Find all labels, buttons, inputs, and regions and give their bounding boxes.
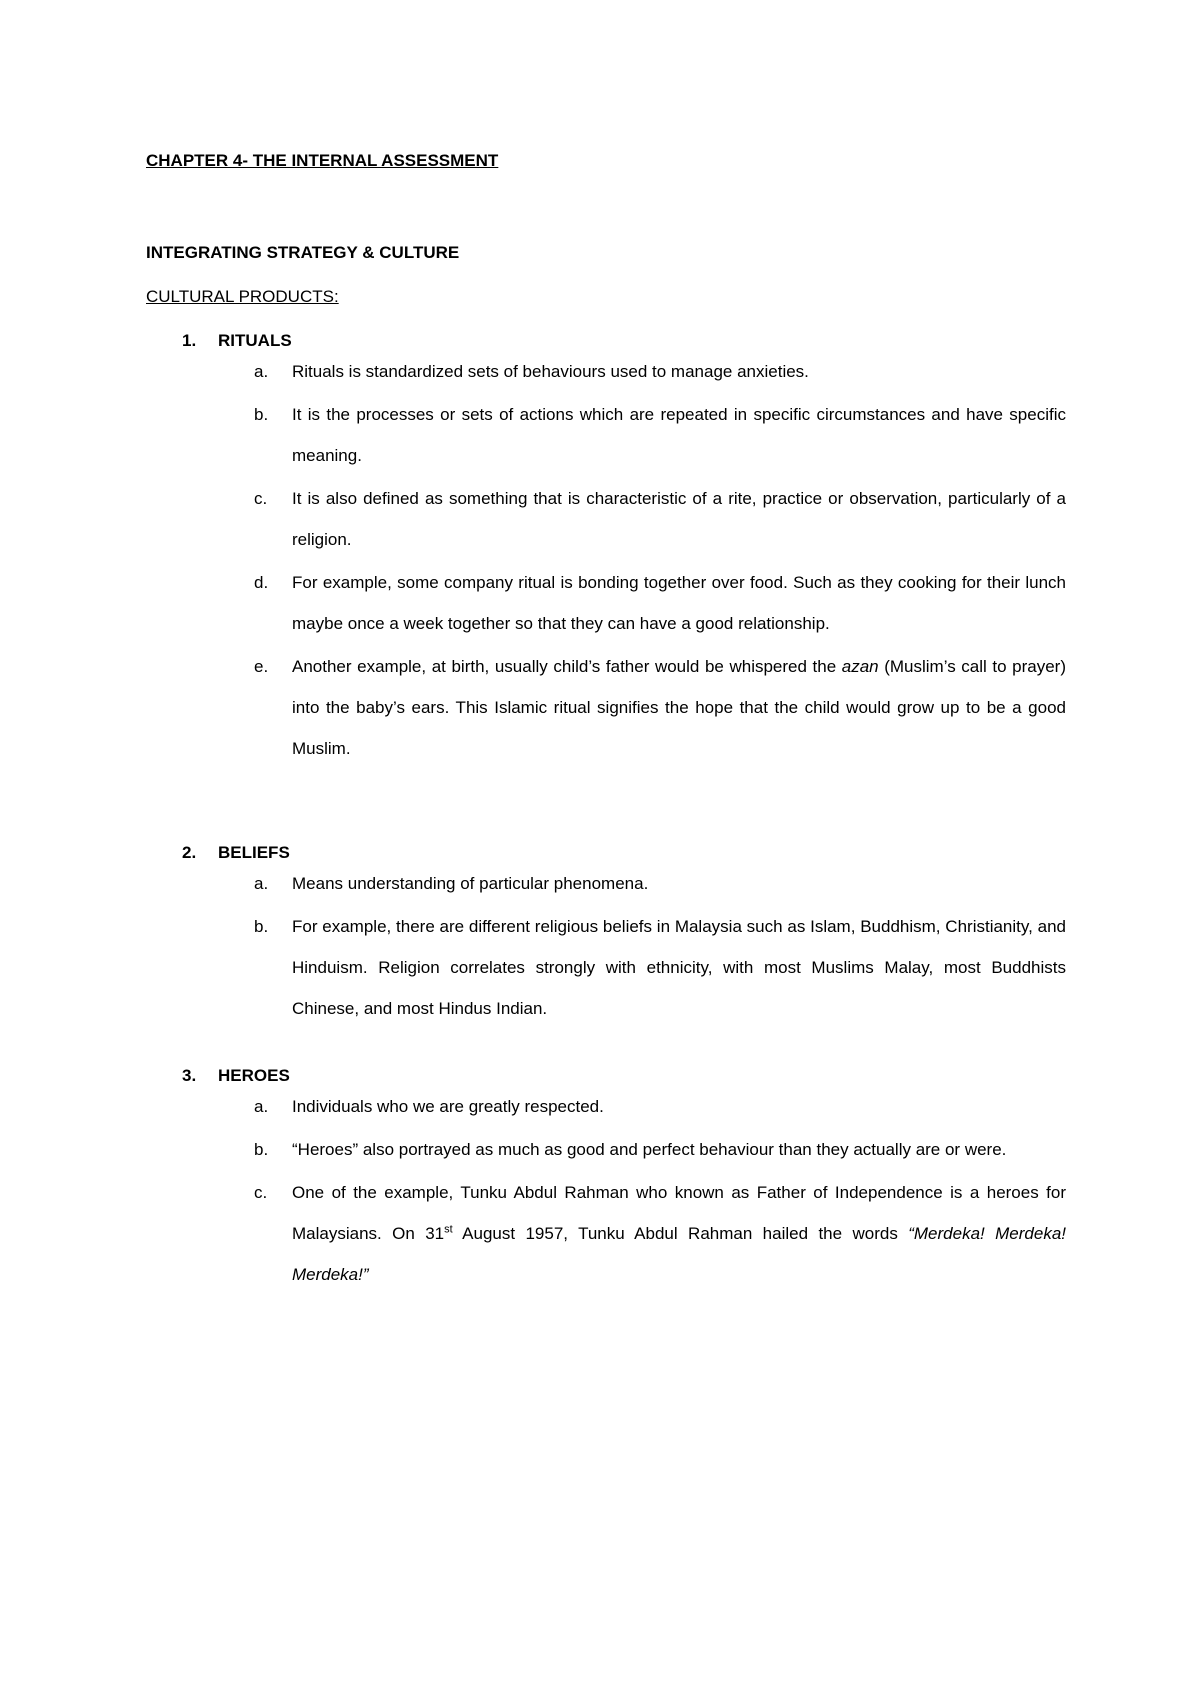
list-item xyxy=(146,873,1066,904)
group-title-text: RITUALS xyxy=(218,331,292,350)
item-letter: a. xyxy=(254,874,269,893)
list-item xyxy=(146,361,1066,392)
item-letter: b. xyxy=(254,1140,269,1159)
item-text-part: One of the example, Tunku Abdul Rahman who known as Father of Independence is a heroes for Malaysians. On 31 xyxy=(292,1183,1066,1243)
list-item xyxy=(146,572,1066,644)
italic-quote: “Merdeka! Merdeka! Merdeka!” xyxy=(292,1224,1066,1284)
list-group-beliefs xyxy=(146,843,1066,1029)
item-letter: a. xyxy=(254,1097,269,1116)
group-number: 3. xyxy=(182,1066,197,1085)
item-text-part: August 1957, Tunku Abdul Rahman hailed the words xyxy=(452,1224,909,1243)
item-text xyxy=(292,646,1066,769)
group-title-text: HEROES xyxy=(218,1066,290,1085)
group-title-text: BELIEFS xyxy=(218,843,290,862)
italic-term: azan xyxy=(841,657,879,676)
item-text: Individuals who we are greatly respected. xyxy=(292,1097,604,1116)
section-heading: INTEGRATING STRATEGY & CULTURE xyxy=(146,243,460,262)
list-item xyxy=(146,656,1066,769)
group-number: 1. xyxy=(182,331,197,350)
cultural-products-subheading: CULTURAL PRODUCTS: xyxy=(146,287,339,306)
chapter-title: CHAPTER 4- THE INTERNAL ASSESSMENT xyxy=(146,151,499,170)
list-item xyxy=(146,1096,1066,1127)
item-letter: b. xyxy=(254,917,269,936)
item-letter: c. xyxy=(254,489,268,508)
beliefs-items xyxy=(146,873,1066,1029)
item-letter: a. xyxy=(254,362,269,381)
item-letter: d. xyxy=(254,573,269,592)
item-text: It is the processes or sets of actions which are repeated in specific circumstances and have specific meaning. xyxy=(292,405,1066,465)
list-group-heroes xyxy=(146,1066,1066,1295)
item-text: Rituals is standardized sets of behaviours used to manage anxieties. xyxy=(292,362,809,381)
rituals-items xyxy=(146,361,1066,769)
ordinal-suffix: st xyxy=(444,1223,453,1236)
list-item xyxy=(146,1182,1066,1295)
item-letter: c. xyxy=(254,1183,268,1202)
item-text-part: Another example, at birth, usually child’s father would be whispered the xyxy=(292,657,842,676)
list-item xyxy=(146,1139,1066,1170)
heroes-items xyxy=(146,1096,1066,1295)
item-text: It is also defined as something that is characteristic of a rite, practice or observation, particularly of a religion. xyxy=(292,489,1066,549)
list-item xyxy=(146,916,1066,1029)
item-text: Means understanding of particular phenomena. xyxy=(292,874,649,893)
item-letter: b. xyxy=(254,405,269,424)
item-text xyxy=(292,1172,1066,1295)
item-text: For example, some company ritual is bonding together over food. Such as they cooking for their lunch maybe once a week together so that they can have a good relationship. xyxy=(292,573,1066,633)
list-group-rituals xyxy=(146,331,1066,769)
item-letter: e. xyxy=(254,657,269,676)
item-text: “Heroes” also portrayed as much as good and perfect behaviour than they actually are or were. xyxy=(292,1140,1007,1159)
group-number: 2. xyxy=(182,843,197,862)
item-text: For example, there are different religious beliefs in Malaysia such as Islam, Buddhism, Christianity, and Hinduism. Religion correlates strongly with ethnicity, with most Muslims Malay, most Buddhists Chinese, and most Hindus Indian. xyxy=(292,917,1066,1018)
list-item xyxy=(146,488,1066,560)
list-item xyxy=(146,404,1066,476)
item-text-part: (Muslim’s call to prayer) into the baby’s ears. This Islamic ritual signifies the hope that the child would grow up to be a good Muslim. xyxy=(292,657,1066,758)
